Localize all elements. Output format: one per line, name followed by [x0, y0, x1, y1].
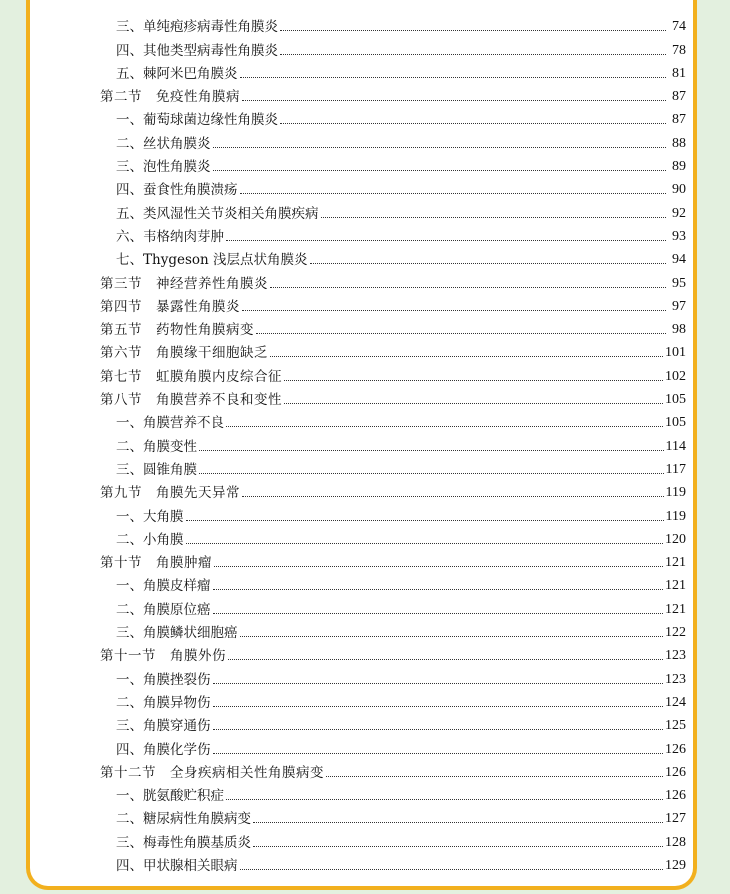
toc-page-number: 114 — [665, 438, 686, 454]
dot-leader — [214, 566, 663, 567]
toc-entry-title: 第八节 角膜营养不良和变性 — [100, 392, 282, 409]
toc-entry-title: 第二节 免疫性角膜病 — [100, 89, 240, 106]
toc-page-number: 128 — [665, 834, 686, 850]
toc-page-number: 119 — [665, 508, 686, 524]
toc-section-entry[interactable] — [100, 385, 686, 408]
toc-entry-title: 第十一节 角膜外伤 — [100, 648, 226, 665]
dot-leader — [280, 54, 666, 55]
dot-leader — [199, 473, 664, 474]
toc-entry-title: 第五节 药物性角膜病变 — [100, 322, 254, 339]
dot-leader — [213, 147, 667, 148]
toc-subsection-entry[interactable] — [100, 431, 686, 454]
toc-entry-title: 一、葡萄球菌边缘性角膜炎 — [116, 112, 278, 129]
toc-entry-title: 一、胱氨酸贮积症 — [116, 788, 224, 805]
toc-section-entry[interactable] — [100, 641, 686, 664]
dot-leader — [240, 77, 667, 78]
dot-leader — [270, 356, 663, 357]
toc-entry-title: 三、梅毒性角膜基质炎 — [116, 834, 251, 851]
toc-subsection-entry[interactable] — [100, 804, 686, 827]
toc-entry-title: 三、单纯疱疹病毒性角膜炎 — [116, 19, 278, 36]
toc-page-number: 105 — [665, 415, 686, 431]
toc-subsection-entry[interactable] — [100, 501, 686, 524]
toc-section-entry[interactable] — [100, 361, 686, 384]
toc-subsection-entry[interactable] — [100, 618, 686, 641]
toc-subsection-entry[interactable] — [100, 408, 686, 431]
dot-leader — [326, 776, 663, 777]
dot-leader — [280, 123, 666, 124]
toc-section-entry[interactable] — [100, 292, 686, 315]
toc-page-number: 121 — [665, 555, 686, 571]
toc-subsection-entry[interactable] — [100, 198, 686, 221]
toc-page-number: 101 — [665, 345, 686, 361]
toc-entry-title: 二、角膜异物伤 — [116, 694, 211, 711]
toc-entry-title: 七、Thygeson 浅层点状角膜炎 — [116, 252, 308, 269]
toc-subsection-entry[interactable] — [100, 152, 686, 175]
toc-entry-title: 三、圆锥角膜 — [116, 461, 197, 478]
toc-page-number: 92 — [672, 205, 686, 221]
toc-entry-title: 第六节 角膜缘干细胞缺乏 — [100, 345, 268, 362]
toc-entry-title: 一、大角膜 — [116, 508, 184, 525]
toc-subsection-entry[interactable] — [100, 851, 686, 874]
toc-subsection-entry[interactable] — [100, 734, 686, 757]
dot-leader — [240, 869, 664, 870]
toc-section-entry[interactable] — [100, 268, 686, 291]
dot-leader — [280, 30, 666, 31]
toc-subsection-entry[interactable] — [100, 525, 686, 548]
toc-subsection-entry[interactable] — [100, 827, 686, 850]
dot-leader — [213, 589, 664, 590]
dot-leader — [199, 450, 664, 451]
toc-entry-title: 二、丝状角膜炎 — [116, 135, 211, 152]
toc-entry-title: 第十节 角膜肿瘤 — [100, 555, 212, 572]
toc-page-number: 74 — [672, 19, 686, 35]
toc-entry-title: 四、其他类型病毒性角膜炎 — [116, 42, 278, 59]
dot-leader — [242, 310, 666, 311]
toc-page-number: 90 — [672, 182, 686, 198]
toc-page-number: 125 — [665, 718, 686, 734]
dot-leader — [226, 240, 666, 241]
toc-page-number: 98 — [672, 322, 686, 338]
dot-leader — [242, 100, 666, 101]
toc-entry-title: 四、角膜化学伤 — [116, 741, 211, 758]
toc-subsection-entry[interactable] — [100, 245, 686, 268]
toc-entry-title: 五、类风湿性关节炎相关角膜疾病 — [116, 205, 319, 222]
toc-page-number: 87 — [672, 89, 686, 105]
toc-subsection-entry[interactable] — [100, 105, 686, 128]
dot-leader — [226, 426, 663, 427]
toc-entry-title: 四、甲状腺相关眼病 — [116, 857, 238, 874]
toc-entry-title: 一、角膜皮样瘤 — [116, 578, 211, 595]
toc-page-number: 127 — [665, 811, 686, 827]
toc-entry-title: 第三节 神经营养性角膜炎 — [100, 275, 268, 292]
dot-leader — [256, 333, 666, 334]
dot-leader — [213, 753, 664, 754]
toc-subsection-entry[interactable] — [100, 688, 686, 711]
dot-leader — [321, 217, 667, 218]
toc-page-number: 87 — [672, 112, 686, 128]
toc-entry-title: 第七节 虹膜角膜内皮综合征 — [100, 368, 282, 385]
toc-page-number: 122 — [665, 625, 686, 641]
toc-section-entry[interactable] — [100, 478, 686, 501]
toc-page-number: 121 — [665, 601, 686, 617]
toc-entry-title: 四、蚕食性角膜溃疡 — [116, 182, 238, 199]
toc-page-number: 78 — [672, 42, 686, 58]
toc-page-number: 126 — [665, 788, 686, 804]
toc-entry-title: 一、角膜营养不良 — [116, 415, 224, 432]
toc-entry-title: 二、角膜变性 — [116, 438, 197, 455]
toc-entry-title: 二、糖尿病性角膜病变 — [116, 811, 251, 828]
toc-subsection-entry[interactable] — [100, 175, 686, 198]
toc-entry-title: 三、角膜鳞状细胞癌 — [116, 625, 238, 642]
toc-page-number: 123 — [665, 671, 686, 687]
toc-page-number: 123 — [665, 648, 686, 664]
dot-leader — [240, 636, 664, 637]
toc-page-number: 120 — [665, 531, 686, 547]
toc-section-entry[interactable] — [100, 338, 686, 361]
dot-leader — [240, 193, 667, 194]
toc-subsection-entry[interactable] — [100, 781, 686, 804]
toc-subsection-entry[interactable] — [100, 594, 686, 617]
dot-leader — [310, 263, 667, 264]
toc-page-number: 95 — [672, 275, 686, 291]
toc-page-number: 117 — [665, 461, 686, 477]
toc-page-number: 121 — [665, 578, 686, 594]
toc-page-number: 105 — [665, 392, 686, 408]
dot-leader — [213, 729, 664, 730]
dot-leader — [253, 846, 663, 847]
toc-subsection-entry[interactable] — [100, 571, 686, 594]
toc-entry-title: 一、角膜挫裂伤 — [116, 671, 211, 688]
toc-entry-title: 二、角膜原位癌 — [116, 601, 211, 618]
toc-entry-title: 二、小角膜 — [116, 531, 184, 548]
dot-leader — [284, 403, 663, 404]
toc-subsection-entry[interactable] — [100, 128, 686, 151]
dot-leader — [213, 170, 667, 171]
toc-entry-title: 五、棘阿米巴角膜炎 — [116, 65, 238, 82]
toc-page-number: 93 — [672, 228, 686, 244]
toc-subsection-entry[interactable] — [100, 455, 686, 478]
toc-section-entry[interactable] — [100, 548, 686, 571]
toc-subsection-entry[interactable] — [100, 664, 686, 687]
dot-leader — [213, 613, 664, 614]
dot-leader — [228, 659, 663, 660]
toc-page-number: 119 — [665, 485, 686, 501]
table-of-contents — [100, 12, 686, 874]
toc-page-number: 97 — [672, 298, 686, 314]
toc-page-number: 102 — [665, 368, 686, 384]
dot-leader — [284, 380, 663, 381]
dot-leader — [242, 496, 664, 497]
toc-subsection-entry[interactable] — [100, 12, 686, 35]
toc-page-number: 126 — [665, 741, 686, 757]
toc-page-number: 124 — [665, 694, 686, 710]
toc-subsection-entry[interactable] — [100, 35, 686, 58]
dot-leader — [226, 799, 663, 800]
toc-page-number: 89 — [672, 159, 686, 175]
toc-entry-title: 三、泡性角膜炎 — [116, 159, 211, 176]
dot-leader — [270, 287, 666, 288]
toc-subsection-entry[interactable] — [100, 711, 686, 734]
toc-entry-title: 第十二节 全身疾病相关性角膜病变 — [100, 764, 324, 781]
toc-entry-title: 六、韦格纳肉芽肿 — [116, 228, 224, 245]
dot-leader — [186, 520, 664, 521]
toc-page-number: 94 — [672, 252, 686, 268]
dot-leader — [186, 543, 664, 544]
toc-page-number: 81 — [672, 65, 686, 81]
toc-section-entry[interactable] — [100, 82, 686, 105]
toc-page-number: 129 — [665, 857, 686, 873]
toc-subsection-entry[interactable] — [100, 59, 686, 82]
toc-subsection-entry[interactable] — [100, 222, 686, 245]
dot-leader — [253, 822, 663, 823]
toc-section-entry[interactable] — [100, 758, 686, 781]
page-frame — [26, 0, 697, 890]
toc-entry-title: 第九节 角膜先天异常 — [100, 485, 240, 502]
toc-section-entry[interactable] — [100, 315, 686, 338]
dot-leader — [213, 683, 664, 684]
toc-entry-title: 第四节 暴露性角膜炎 — [100, 298, 240, 315]
dot-leader — [213, 706, 664, 707]
toc-page-number: 126 — [665, 764, 686, 780]
toc-entry-title: 三、角膜穿通伤 — [116, 718, 211, 735]
toc-page-number: 88 — [672, 135, 686, 151]
